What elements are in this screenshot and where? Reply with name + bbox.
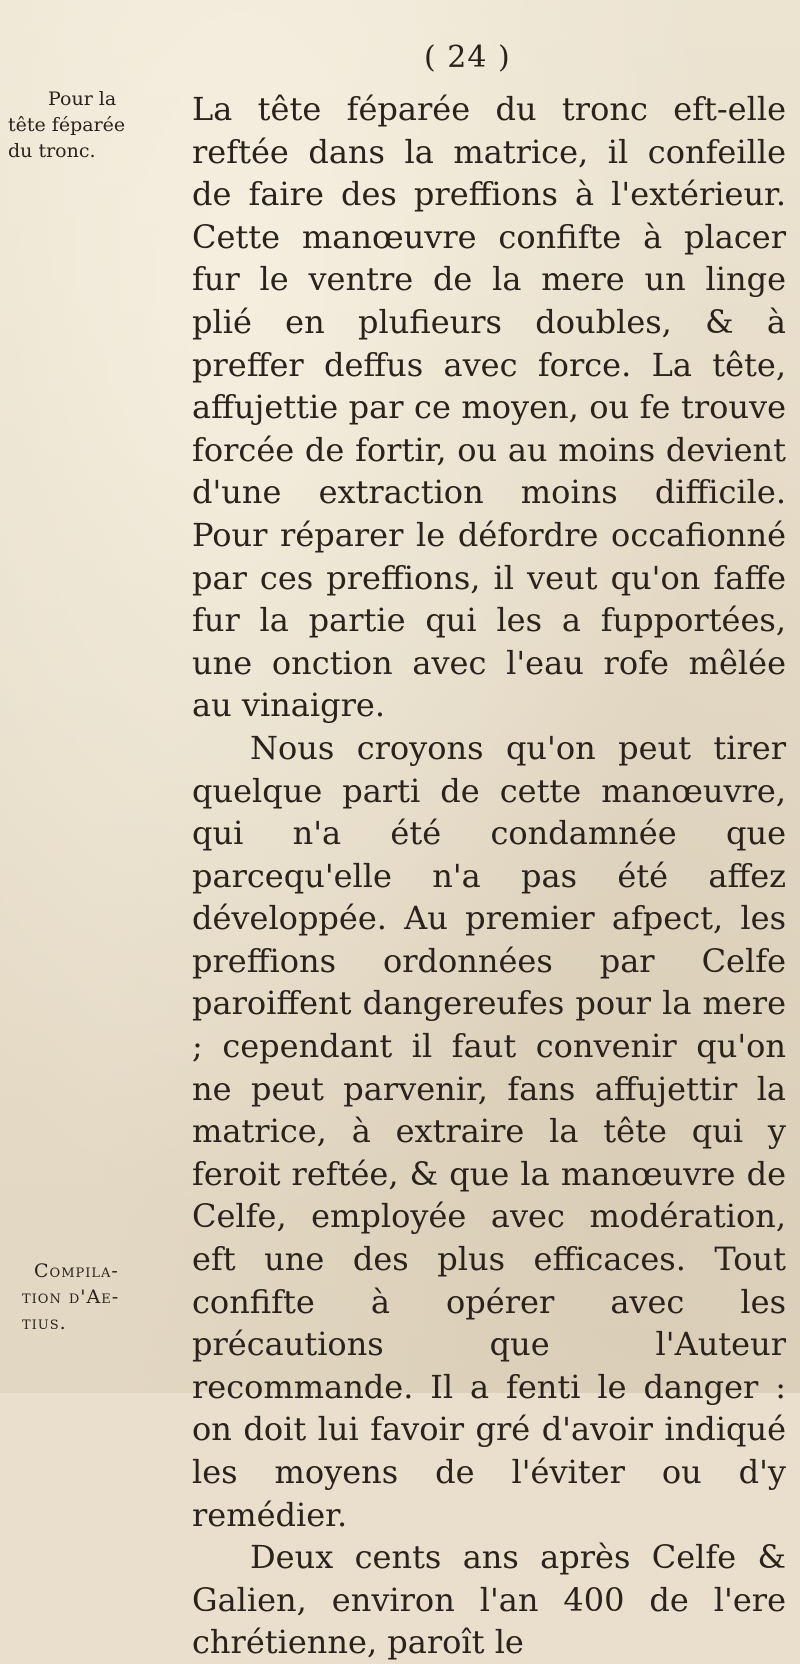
margin-note-line: tête féparée — [8, 114, 126, 136]
margin-note-line: Pour la — [48, 88, 117, 110]
paragraph: Deux cents ans après Celfe & Galien, environ l'an 400 de l'ere chrétienne, paroît le — [192, 1538, 786, 1662]
margin-note-line: Compila- — [34, 1260, 119, 1282]
margin-note-line: tius. — [22, 1312, 67, 1334]
margin-note-aetius — [22, 1258, 182, 1336]
paragraph: La tête féparée du tronc eft-elle reftée dans la matrice, il confeille de faire des preffions à l'extérieur. Cette manœuvre confifte à placer fur le ventre de la mere un linge plié en plufieurs doubles, & à preffer deffus avec force. La tête, affujettie par ce moyen, ou fe trouve forcée de fortir, ou au moins devient d'une extraction moins difficile. Pour réparer le défordre occafionné par ces preffions, il veut qu'on faffe fur la partie qui les a fupportées, une onction avec l'eau rofe mêlée au vinaigre. — [192, 90, 786, 725]
page-number: ( 24 ) — [424, 40, 511, 75]
body-text — [192, 88, 786, 1664]
margin-note-line: du tronc. — [8, 140, 96, 162]
paragraph: Nous croyons qu'on peut tirer quelque parti de cette manœuvre, qui n'a été condamnée que parcequ'elle n'a pas été affez développée. Au premier afpect, les preffions ordonnées par Celfe paroiffent dangereufes pour la mere ; cependant il faut convenir qu'on ne peut parvenir, fans affujettir la matrice, à extraire la tête qui y feroit reftée, & que la manœuvre de Celfe, employée avec modération, eft une des plus efficaces. Tout confifte à opérer avec les précautions que l'Auteur recommande. Il a fenti le danger : on doit lui favoir gré d'avoir indiqué les moyens de l'éviter ou d'y remédier. — [192, 728, 786, 1534]
margin-note-head-separated — [8, 86, 188, 164]
margin-note-line: tion d'Ae- — [22, 1286, 120, 1308]
